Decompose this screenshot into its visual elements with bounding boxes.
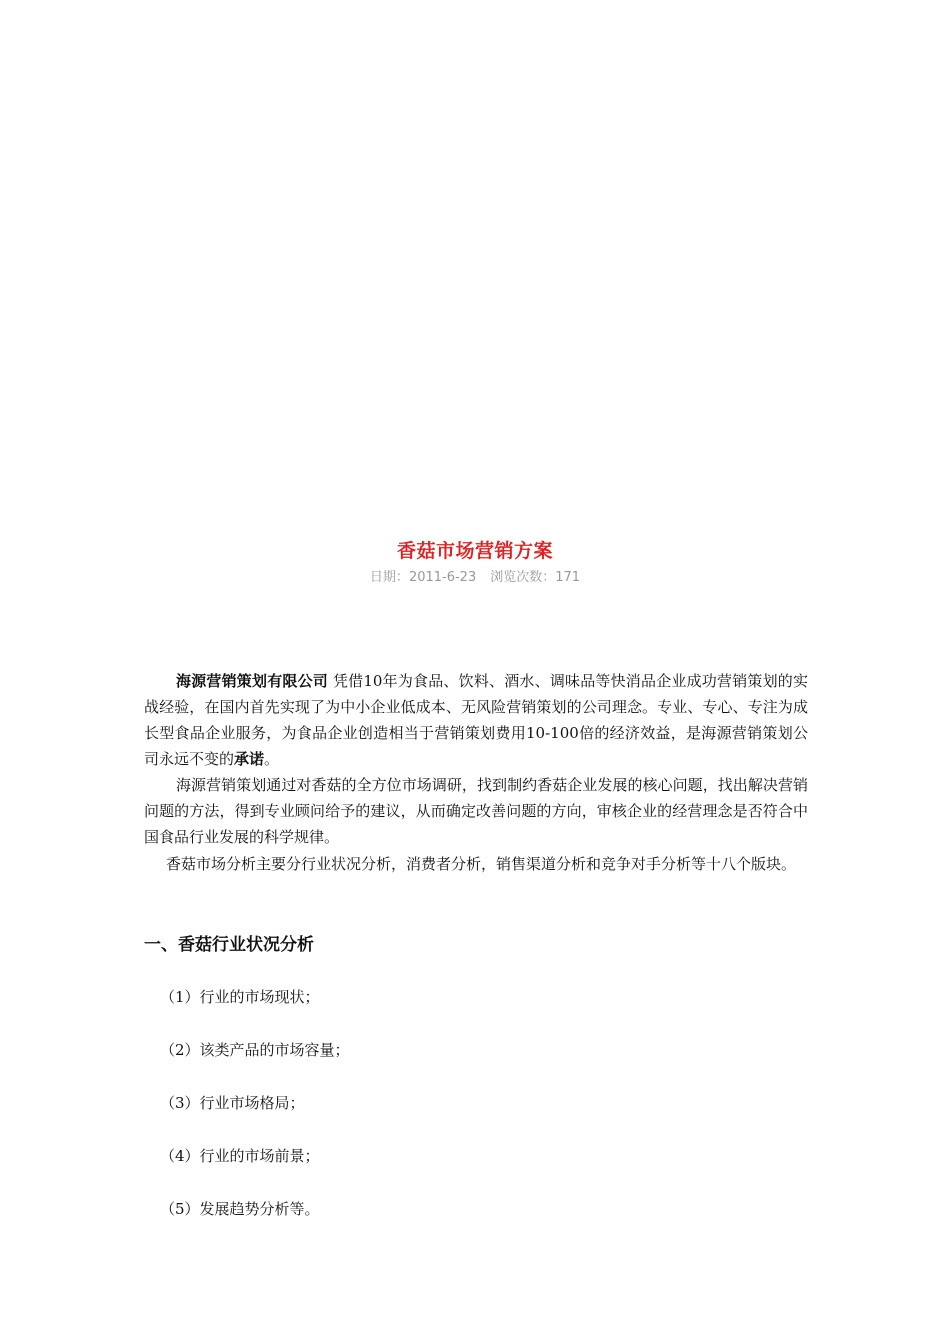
- company-name: 海源营销策划有限公司: [176, 672, 328, 690]
- list-item: （2）该类产品的市场容量；: [160, 1041, 350, 1059]
- section-list: [160, 984, 350, 1249]
- date-value: 2011-6-23: [408, 570, 477, 585]
- views-label: 浏览次数：: [490, 570, 556, 585]
- promise-word: 承诺: [234, 750, 265, 768]
- list-item: （5）发展趋势分析等。: [160, 1200, 320, 1218]
- research-paragraph: 海源营销策划通过对香菇的全方位市场调研，找到制约香菇企业发展的核心问题，找出解决营销问题的方法，得到专业顾问给予的建议，从而确定改善问题的方向，审核企业的经营理念是否符合中国食品行业发展的科学规律。: [144, 776, 808, 846]
- list-item: （3）行业市场格局；: [160, 1094, 305, 1112]
- date-label: 日期：: [369, 570, 409, 585]
- intro-text-end: 。: [264, 750, 280, 768]
- document-title: 香菇市场营销方案: [396, 540, 553, 562]
- analysis-paragraph: 香菇市场分析主要分行业状况分析，消费者分析，销售渠道分析和竞争对手分析等十八个版块。: [166, 855, 797, 873]
- intro-text: 凭借10年为食品、饮料、酒水、调味品等快消品企业成功营销策划的实战经验，在国内首先实现了为中小企业低成本、无风险营销策划的公司理念。专业、专心、专注为成长型食品企业服务，为食品企业创造相当于营销策划费用10-100倍的经济效益，是海源营销策划公司永远不变的: [144, 672, 808, 768]
- list-item: （1）行业的市场现状；: [160, 988, 320, 1006]
- list-item: （4）行业的市场前景；: [160, 1147, 320, 1165]
- document-meta: [0, 566, 950, 585]
- intro-paragraph: [144, 668, 808, 772]
- section-heading: 一、香菇行业状况分析: [144, 935, 314, 955]
- views-value: 171: [555, 570, 581, 585]
